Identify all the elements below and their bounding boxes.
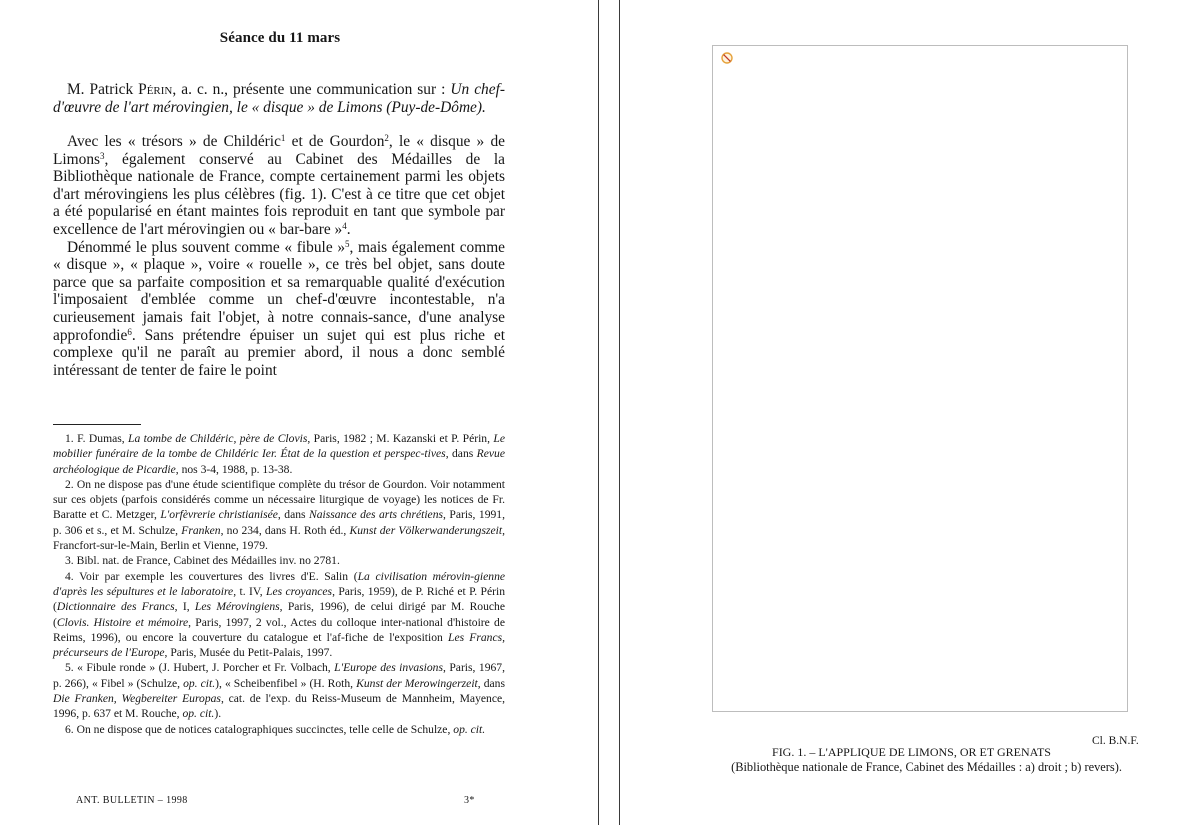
para2-text: , mais également comme « disque », « plaque », voire « rouelle », ce très bel objet, sans doute parce que sa parfaite composition et sa remarquable qualité d'exécution l'imposaient d'emblée comme un chef-d'œuvre incontestable, n'a curieusement jamais fait l'objet, à notre connais-sance, d'une analyse approfondie	[53, 238, 505, 344]
broken-image-icon	[721, 52, 733, 64]
paragraph-1	[53, 133, 505, 239]
communication-title: Un chef-d'œuvre de l'art mérovingien, le « disque » de Limons (Puy-de-Dôme).	[53, 81, 505, 116]
page-title: Séance du 11 mars	[219, 30, 341, 46]
footnote-ref-3[interactable]: 3	[100, 150, 105, 161]
footnote-ref-2[interactable]: 2	[384, 133, 389, 143]
page-number: 3*	[464, 795, 475, 806]
footnote-ref-5[interactable]: 5	[345, 238, 350, 249]
para1-text: .	[346, 220, 351, 238]
right-page	[620, 0, 1203, 825]
left-page	[0, 0, 598, 825]
footnote-ref-1[interactable]: 1	[280, 133, 286, 143]
footnote-3: 3. Bibl. nat. de France, Cabinet des Médailles inv. no 2781.	[65, 554, 340, 568]
lead-text-2: , a. c. n., présente une communication sur :	[172, 81, 451, 98]
author-name: Périn	[138, 81, 173, 98]
footnote-4: 4. Voir par exemple les couvertures des livres d'E. Salin (La civilisation mérovin-gienne d'après les sépultures et le laboratoire, t. IV, Les croyances, Paris, 1959), de P. Riché et P. Périn (Dictionnaire des Francs, I, Les Mérovingiens, Paris, 1996), de celui dirigé par M. Rouche (Clovis. Histoire et mémoire, Paris, 1997, 2 vol., Actes du colloque inter-national d'histoire de Reims, 1996), ou encore la couverture du catalogue et l'af-fiche de l'exposition Les Francs, précurseurs de l'Europe, Paris, Musée du Petit-Palais, 1997.	[53, 569, 506, 660]
footnote-2: 2. On ne dispose pas d'une étude scientifique complète du trésor de Gourdon. Voir notamment sur ces objets (parfois considérés comme un nécessaire liturgique de voyage) les notices de Fr. Baratte et C. Metzger, L'orfèvrerie christianisée, dans Naissance des arts chrétiens, Paris, 1991, p. 306 et s., et M. Schulze, Franken, no 234, dans H. Roth éd., Kunst der Völkerwanderungszeit, Francfort-sur-le-Main, Berlin et Vienne, 1979.	[53, 477, 505, 553]
para1-text: , le « disque » de Limons	[53, 133, 505, 168]
page-divider	[598, 0, 599, 825]
footnote-ref-4[interactable]: 4	[342, 220, 347, 231]
para2-text: . Sans prétendre épuiser un sujet qui est plus riche et complexe qu'il ne paraît au premier abord, il nous a donc semblé intéressant de tenter de faire le point	[53, 326, 505, 379]
caption-title: FIG. 1. – L'APPLIQUE DE LIMONS, OR ET GRENATS	[772, 745, 1051, 759]
footnote-5: 5. « Fibule ronde » (J. Hubert, J. Porcher et Fr. Volbach, L'Europe des invasions, Paris, 1967, p. 266), « Fibel » (Schulze, op. cit.), « Scheibenfibel » (H. Roth, Kunst der Merowingerzeit, dans Die Franken, Wegbereiter Europas, cat. de l'exp. du Reiss-Museum de Mannheim, Mayence, 1996, p. 637 et M. Rouche, op. cit.).	[53, 661, 506, 721]
body-paragraphs	[53, 133, 505, 379]
caption-source: (Bibliothèque nationale de France, Cabinet des Médailles : a) droit ; b) revers).	[731, 760, 1122, 774]
para1-text: et de Gourdon	[285, 133, 385, 150]
footnote-1: 1. F. Dumas, La tombe de Childéric, père de Clovis, Paris, 1982 ; M. Kazanski et P. Périn, Le mobilier funéraire de la tombe de Childéric Ier. État de la question et perspec-tives, dans Revue archéologique de Picardie, nos 3-4, 1988, p. 13-38.	[53, 432, 505, 476]
figure-caption	[620, 745, 1203, 775]
lead-text-1: M. Patrick	[67, 81, 139, 98]
para1-text: Avec les « trésors » de Childéric	[67, 133, 281, 150]
footnote-6: 6. On ne dispose que de notices catalographiques succinctes, telle celle de Schulze, op. cit.	[65, 722, 486, 736]
para2-text: Dénommé le plus souvent comme « fibule »	[67, 238, 346, 256]
para1-text: , également conservé au Cabinet des Médailles de la Bibliothèque nationale de France, compte certainement parmi les objets d'art mérovingiens les plus célèbres (fig. 1). C'est à ce titre que cet objet a été popularisé en étant maintes fois reproduit en tant que symbole par excellence de l'art mérovingien ou « bar-bare »	[53, 150, 505, 238]
footnotes	[53, 431, 505, 737]
figure-image-placeholder	[712, 45, 1128, 712]
footnote-divider	[53, 424, 141, 425]
running-footer: ANT. BULLETIN – 1998	[76, 795, 188, 806]
paragraph-2	[53, 239, 505, 380]
lead-paragraph	[53, 81, 505, 116]
footnote-ref-6[interactable]: 6	[127, 326, 132, 337]
photo-credit: Cl. B.N.F.	[1092, 735, 1139, 747]
